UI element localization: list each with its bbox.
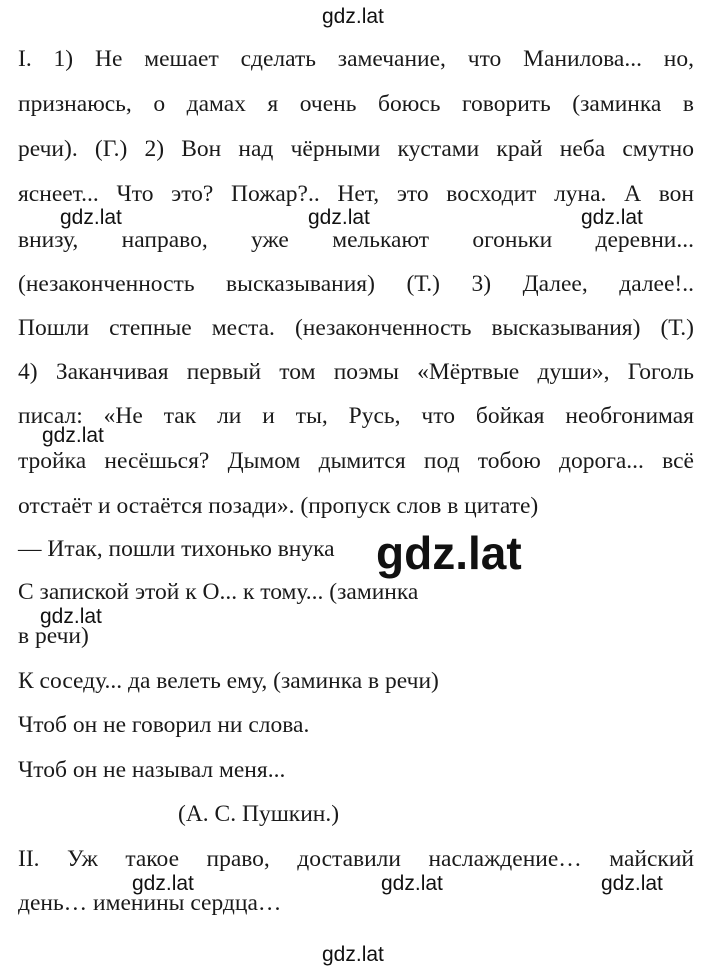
poem-line: — Итак, пошли тихонько внука <box>18 536 335 562</box>
text-line: (незаконченность высказывания) (Т.) 3) Далее, далее!.. <box>18 271 694 297</box>
text-line: Пошли степные места. (незаконченность высказывания) (Т.) <box>18 315 694 341</box>
text-line: признаюсь, о дамах я очень боюсь говорить (заминка в <box>18 91 694 117</box>
text-line: отстаёт и остаётся позади». (пропуск слов в цитате) <box>18 493 539 519</box>
text-line: 4) Заканчивая первый том поэмы «Мёртвые души», Гоголь <box>18 359 694 385</box>
poem-line: в речи) <box>18 623 89 649</box>
watermark: gdz.lat <box>42 424 104 447</box>
text-line: день… именины сердца… <box>18 890 282 916</box>
watermark: gdz.lat <box>308 206 370 229</box>
watermark: gdz.lat <box>581 206 643 229</box>
watermark-large: gdz.lat <box>376 527 522 579</box>
poem-line: Чтоб он не говорил ни слова. <box>18 712 310 738</box>
watermark: gdz.lat <box>601 872 663 895</box>
poem-line: Чтоб он не называл меня... <box>18 757 286 783</box>
text-line: внизу, направо, уже мелькают огоньки деревни... <box>18 227 694 253</box>
watermark: gdz.lat <box>381 872 443 895</box>
watermark: gdz.lat <box>322 943 384 966</box>
text-line: яснеет... Что это? Пожар?.. Нет, это восходит луна. А вон <box>18 181 694 207</box>
text-line: речи). (Г.) 2) Вон над чёрными кустами край неба смутно <box>18 136 694 162</box>
watermark: gdz.lat <box>60 206 122 229</box>
poem-line: С запиской этой к О... к тому... (заминка <box>18 579 419 605</box>
text-line: тройка несёшься? Дымом дымится под тобою дорога... всё <box>18 448 694 474</box>
text-line: писал: «Не так ли и ты, Русь, что бойкая необгонимая <box>18 403 694 429</box>
watermark: gdz.lat <box>132 872 194 895</box>
text-line: II. Уж такое право, доставили наслаждение… майский <box>18 846 694 872</box>
watermark: gdz.lat <box>40 605 102 628</box>
poem-attribution: (А. С. Пушкин.) <box>178 801 340 827</box>
watermark: gdz.lat <box>322 5 384 28</box>
poem-line: К соседу... да велеть ему, (заминка в речи) <box>18 668 439 694</box>
text-line: I. 1) Не мешает сделать замечание, что Манилова... но, <box>18 46 694 72</box>
